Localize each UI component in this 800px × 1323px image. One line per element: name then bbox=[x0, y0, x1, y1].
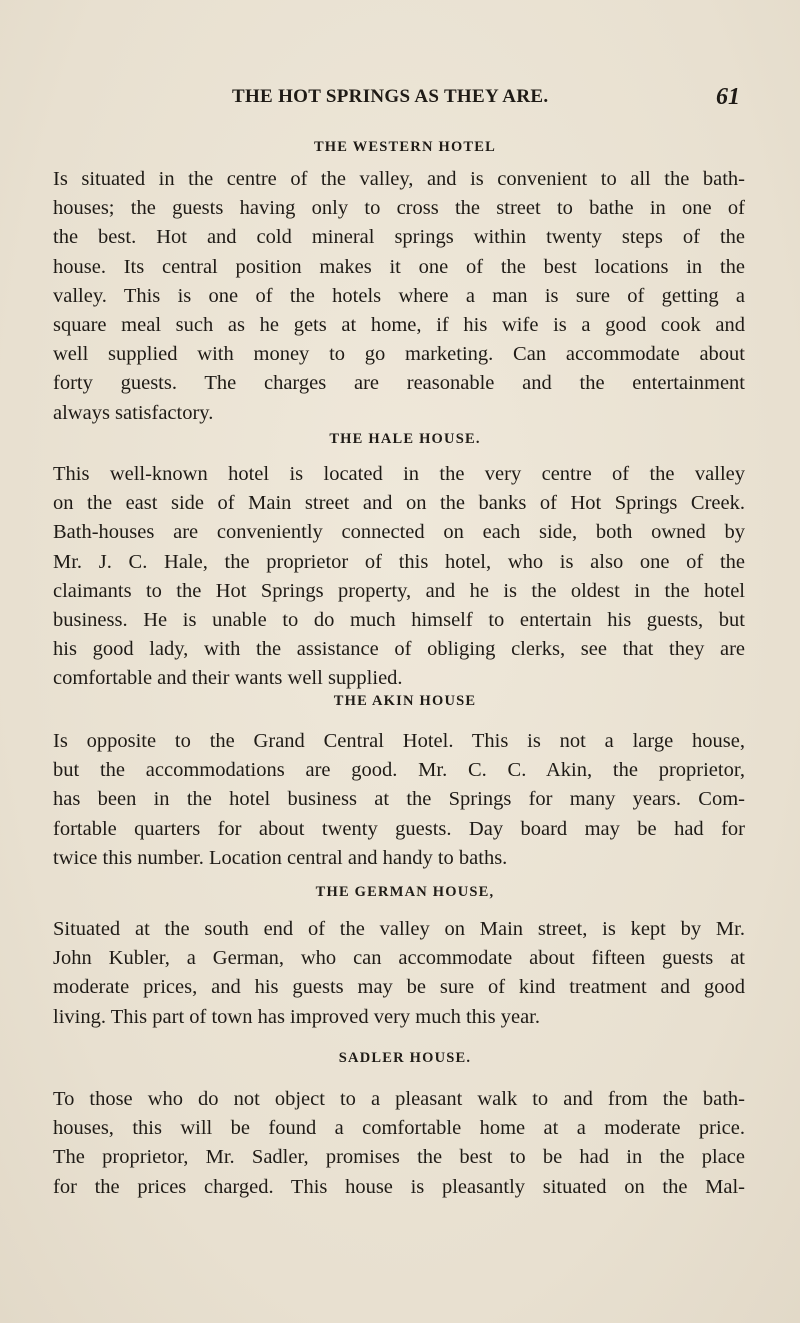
text-line: square meal such as he gets at home, if his wife is a good cook and bbox=[53, 314, 745, 337]
text-line: houses; the guests having only to cross the street to bathe in one of bbox=[53, 197, 745, 220]
text-line: Bath-houses are conveniently connected on each side, both owned by bbox=[53, 521, 745, 544]
section-heading: THE HALE HOUSE. bbox=[329, 431, 481, 447]
text-line: The proprietor, Mr. Sadler, promises the best to be had in the place bbox=[53, 1146, 745, 1169]
text-line: for the prices charged. This house is pleasantly situated on the Mal- bbox=[53, 1175, 745, 1198]
text-line: living. This part of town has improved very much this year. bbox=[53, 1005, 540, 1028]
text-line: moderate prices, and his guests may be sure of kind treatment and good bbox=[53, 976, 745, 999]
text-line: the best. Hot and cold mineral springs within twenty steps of the bbox=[53, 226, 745, 249]
text-line: has been in the hotel business at the Springs for many years. Com- bbox=[53, 788, 745, 811]
section-heading: THE AKIN HOUSE bbox=[333, 693, 477, 709]
page-number: 61 bbox=[716, 84, 740, 110]
section-body bbox=[53, 1085, 745, 1202]
section-heading: THE WESTERN HOTEL bbox=[313, 139, 497, 155]
text-line: Situated at the south end of the valley on Main street, is kept by Mr. bbox=[53, 918, 745, 940]
section-western-hotel bbox=[53, 139, 745, 428]
text-line: business. He is unable to do much himself to entertain his guests, but bbox=[53, 609, 745, 632]
text-line: but the accommodations are good. Mr. C. C. Akin, the proprietor, bbox=[53, 759, 745, 782]
text-line: John Kubler, a German, who can accommodate about fifteen guests at bbox=[53, 947, 745, 970]
text-line: twice this number. Location central and handy to baths. bbox=[53, 846, 508, 869]
text-line: fortable quarters for about twenty guests. Day board may be had for bbox=[53, 817, 745, 840]
text-line: house. Its central position makes it one of the best locations in the bbox=[53, 255, 745, 278]
text-line: To those who do not object to a pleasant walk to and from the bath- bbox=[53, 1088, 745, 1110]
text-line: Is opposite to the Grand Central Hotel. This is not a large house, bbox=[53, 730, 745, 752]
section-hale-house bbox=[53, 431, 745, 694]
text-line: claimants to the Hot Springs property, and he is the oldest in the hotel bbox=[53, 579, 745, 602]
section-body bbox=[53, 165, 745, 428]
text-line: Is situated in the centre of the valley, and is convenient to all the bath- bbox=[53, 168, 745, 190]
text-line: comfortable and their wants well supplied. bbox=[53, 667, 403, 690]
text-line: forty guests. The charges are reasonable and the entertainment bbox=[53, 372, 745, 395]
text-line: well supplied with money to go marketing. Can accommodate about bbox=[53, 343, 745, 366]
running-head bbox=[232, 86, 742, 116]
section-german-house bbox=[53, 884, 745, 1032]
section-heading: THE GERMAN HOUSE, bbox=[315, 884, 495, 900]
running-head-title: THE HOT SPRINGS AS THEY ARE. bbox=[232, 86, 549, 107]
section-body bbox=[53, 915, 745, 1032]
text-line: on the east side of Main street and on the banks of Hot Springs Creek. bbox=[53, 492, 745, 515]
section-akin-house bbox=[53, 693, 745, 873]
text-line: Mr. J. C. Hale, the proprietor of this hotel, who is also one of the bbox=[53, 550, 745, 573]
text-line: houses, this will be found a comfortable home at a moderate price. bbox=[53, 1117, 745, 1140]
text-line: This well-known hotel is located in the very centre of the valley bbox=[53, 463, 745, 485]
section-heading: SADLER HOUSE. bbox=[338, 1050, 472, 1066]
text-line: valley. This is one of the hotels where a man is sure of getting a bbox=[53, 284, 745, 307]
section-body bbox=[53, 727, 745, 873]
text-line: always satisfactory. bbox=[53, 401, 214, 424]
section-body bbox=[53, 460, 745, 694]
section-sadler-house bbox=[53, 1050, 745, 1202]
text-line: his good lady, with the assistance of obliging clerks, see that they are bbox=[53, 638, 745, 661]
